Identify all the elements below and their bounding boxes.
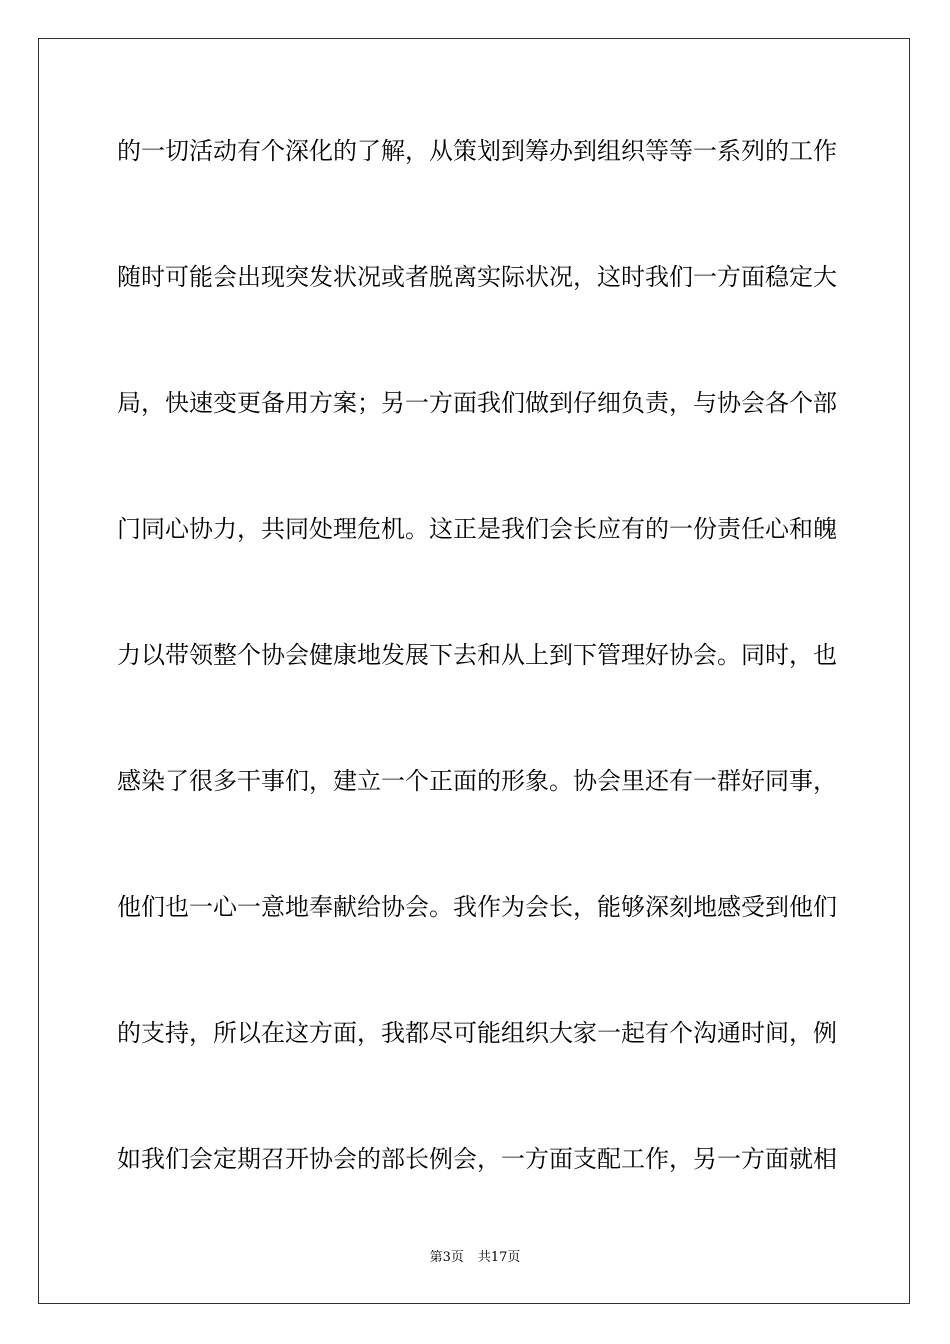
body-text-line: 感染了很多干事们，建立一个正面的形象。协会里还有一群好同事， [117, 767, 837, 795]
body-text-line: 局，快速变更备用方案；另一方面我们做到仔细负责，与协会各个部 [117, 389, 837, 417]
body-text-line: 力以带领整个协会健康地发展下去和从上到下管理好协会。同时，也 [117, 641, 837, 669]
body-text-line: 他们也一心一意地奉献给协会。我作为会长，能够深刻地感受到他们 [117, 893, 837, 921]
body-text-line: 如我们会定期召开协会的部长例会，一方面支配工作，另一方面就相 [117, 1145, 837, 1173]
page-total: 共17页 [477, 1250, 521, 1265]
page-footer [0, 1246, 950, 1265]
body-text-line: 门同心协力，共同处理危机。这正是我们会长应有的一份责任心和魄 [117, 515, 837, 543]
body-text-line: 的支持，所以在这方面，我都尽可能组织大家一起有个沟通时间，例 [117, 1019, 837, 1047]
body-text-line: 的一切活动有个深化的了解，从策划到筹办到组织等等一系列的工作 [117, 137, 837, 165]
body-text-line: 随时可能会出现突发状况或者脱离实际状况，这时我们一方面稳定大 [117, 263, 837, 291]
page-number: 第3页 [429, 1250, 464, 1265]
